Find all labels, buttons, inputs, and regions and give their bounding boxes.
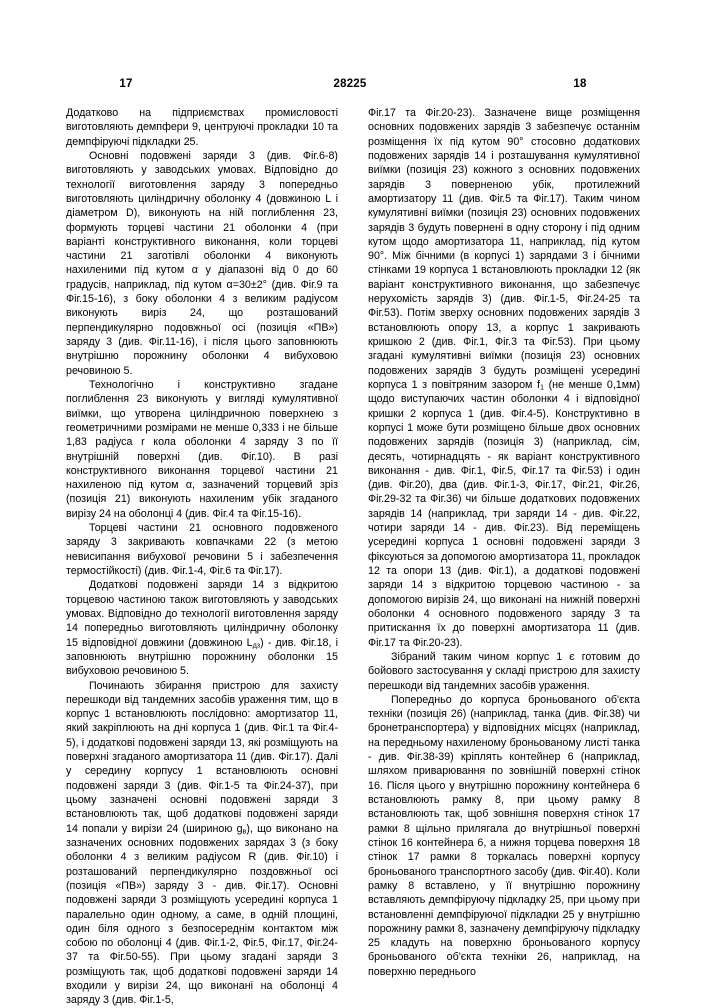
right-column bbox=[368, 106, 640, 978]
paragraph: Попередньо до корпуса броньованого об'єкта техніки (позиція 26) (наприклад, танка (див. Фіг.38) чи бронетранспортера) у відповідних місцях (наприклад, на передньому нахиленому броньованому листі танка - див. Фіг.38-39) кріплять контейнер 6 (наприклад, шляхом приварювання по зовнішній поверхні стінок 16. Після цього у внутрішню порожнину контейнера 6 встановлюють рамку 8, при цьому рамку 8 встановлюють так, щоб зовнішня поверхня стінок 17 рамки 8 щільно прилягала до внутрішньої поверхні стінок 16 контейнера 6, а нижня торцева поверхня 18 стінок 17 рамки 8 торкалась поверхні корпусу броньованого транспортного засобу (див. Фіг.40). Коли рамку 8 вставлено, у її внутрішню порожнину вставляють демпфіруючу підкладку 25, при цьому при встановленні демпфіруючої підкладки 25 у внутрішню порожнину рамки 8, зазначену демпфіруючу підкладку 25 кладуть на поверхню броньованого корпусу броньованого об'єкта техніки 26, наприклад, на поверхню переднього bbox=[368, 693, 640, 978]
left-page-number: 17 bbox=[119, 78, 133, 90]
body-columns bbox=[66, 106, 640, 1007]
paragraph: Зібраний таким чином корпус 1 є готовим до бойового застосування у складі пристрою для захисту перешкоди від тандемних засобів ураження. bbox=[368, 650, 640, 692]
paragraph: Фіг.17 та Фіг.20-23). Зазначене вище розміщення основних подовжених зарядів 3 забезпечує останнім розміщення їх під кутом 90° стосовно додаткових подовжених зарядів 14 і розташування кумулятивної виїмки (позиція 23) кожного з основних подовжених зарядів 3 поверненою убік, протилежний амортизатору 11 (див. Фіг.5 та Фіг.17). Таким чином кумулятивні виїмки (позиція 23) основних подовжених зарядів 3 будуть повернені в одну сторону і під одним кутом щодо амортизатора 11, наприклад, під кутом 90°. Між бічними (в корпусі 1) зарядами 3 і бічними стінками 19 корпуса 1 встановлюють прокладки 12 (як варіант конструктивного виконання, що забезпечує нерухомість зарядів 3) (див. Фіг.1-5, Фіг.24-25 та Фіг.53). Потім зверху основних подовжених зарядів 3 встановлюють опору 13, а корпус 1 закривають кришкою 2 (див. Фіг.1, Фіг.3 та Фіг.53). При цьому згадані кумулятивні виїмки (позиція 23) основних подовжених зарядів 3 будуть розміщені усередині корпуса 1 з повітряним зазором $f_1$ (не менше 0,1мм) щодо виступаючих частин оболонки 4 і відповідної кришки 2 корпуса 1 (див. Фіг.4-5). Конструктивно в корпусі 1 може бути розміщено більше двох основних подовжених зарядів (позиція 3) (наприклад, сім, десять, чотирнадцять - як варіант конструктивного виконання - див. Фіг.1, Фіг.5, Фіг.17 та Фіг.53) і один (див. Фіг.20), два (див. Фіг.1-3, Фіг.17, Фіг.21, Фіг.26, Фіг.29-32 та Фіг.36) чи більше додаткових подовжених зарядів 14 (наприклад, три заряди 14 - див. Фіг.22, чотири заряди 14 - див. Фіг.23). Від переміщень усередині корпуса 1 основні подовжені заряди 3 фіксуються за допомогою амортизатора 11, прокладок 12 та опори 13 (див. Фіг.1), а додаткові подовжені заряди 14 з відкритою торцевою частиною - за допомогою вирізів 24, що виконані на нижній поверхні оболонки 4 основного подовженого заряду 3 та притискання їх до поверхні амортизатора 11 (див. Фіг.17 та Фіг.20-23). bbox=[368, 107, 640, 649]
paragraph: Технологічно і конструктивно згадане поглиблення 23 виконують у вигляді кумулятивної виїмки, що утворена циліндричною поверхнею з геометричними розмірами не менше 0,333 і не більше 1,83 радіуса r кола оболонки 4 заряду 3 по її внутрішній поверхні (див. Фіг.10). В разі конструктивного виконання торцевої частини 21 нахиленою під кутом α, зазначений торцевий зріз (позиція 21) виконують нахиленим убік згаданого вирізу 24 на оболонці 4 (див. Фіг.4 та Фіг.15-16). bbox=[66, 378, 338, 520]
left-column bbox=[66, 106, 338, 1007]
paragraph: Торцеві частини 21 основного подовженого заряду 3 закривають ковпачками 22 (з метою невисипання вибухової речовини 5 і забезпечення термостійкості) (див. Фіг.1-4, Фіг.6 та Фіг.17). bbox=[66, 522, 338, 577]
paragraph: Починають збирання пристрою для захисту перешкоди від тандемних засобів ураження тим, що в корпус 1 встановлюють послідовно: амортизатор 11, який закріплюють на дні корпуса 1 (див. Фіг.1 та Фіг.4-5), і додаткові подовжені заряди 13, які розміщують на поверхні згаданого амортизатора 11 (див. Фіг.17). Далі у середину корпусу 1 встановлюють основні подовжені заряди 3 (див. Фіг.1-5 та Фіг.24-37), при цьому зазначені основні подовжені заряди 3 встановлюють так, щоб додаткові подовжені заряди 14 попали у вирізи 24 (шириною $g_в$), що виконано на зазначених основних подовжених зарядах 3 (з боку оболонки 4 з великим радіусом R (див. Фіг.10) і розташований перпендикулярно поздовжньої осі (позиція «ПВ») заряду 3 - див. Фіг.17). Основні подовжені заряди 3 розміщують усередині корпуса 1 паралельно один одному, а саме, в одній площині, один біля одного з безпосереднім контактом між собою по оболонці 4 (див. Фіг.1-2, Фіг.5, Фіг.17, Фіг.24-37 та Фіг.50-55). При цьому згадані заряди 3 розміщують так, щоб додаткові подовжені заряди 14 входили у вирізи 24, що виконані на оболонці 4 заряду 3 (див. Фіг.1-5, bbox=[66, 679, 338, 1007]
paragraph: Додаткові подовжені заряди 14 з відкритою торцевою частиною також виготовляють у заводських умовах. Відповідно до технології виготовлення заряду 14 попередньо виготовляють циліндричну оболонку 15 відповідної довжини (довжиною $L_{дз}$) - див. Фіг.18, і заповнюють внутрішню порожнину оболонки 15 вибуховою речовиною 5. bbox=[66, 579, 338, 678]
document-number: 28225 bbox=[333, 78, 367, 90]
paragraph: Додатково на підприємствах промисловості виготовляють демпфери 9, центруючі прокладки 10 та демпфіруючі підкладки 25. bbox=[66, 107, 338, 148]
paragraph: Основні подовжені заряди 3 (див. Фіг.6-8) виготовляють у заводських умовах. Відповідно до технології виготовлення заряду 3 попередньо виготовляють циліндричну оболонку 4 (довжиною L і діаметром D), виконують на ній поглиблення 23, формують торцеві частини 21 оболонки 4 (при варіанті конструктивного виконання, коли торцеві частини 21 заготівлі оболонки 4 виконують нахиленими під кутом α у діапазоні від 0 до 60 градусів, наприклад, під кутом α=30±2° (див. Фіг.9 та Фіг.15-16), з боку оболонки 4 з великим радіусом виконують виріз 24, що розташований перпендикулярно подовжньої осі (позиція «ПВ») заряду 3 (див. Фіг.11-16), і після цього заповнюють внутрішню порожнину оболонки 4 вибуховою речовиною 5. bbox=[66, 149, 338, 377]
running-header bbox=[66, 78, 640, 96]
right-page-number: 18 bbox=[573, 78, 587, 90]
